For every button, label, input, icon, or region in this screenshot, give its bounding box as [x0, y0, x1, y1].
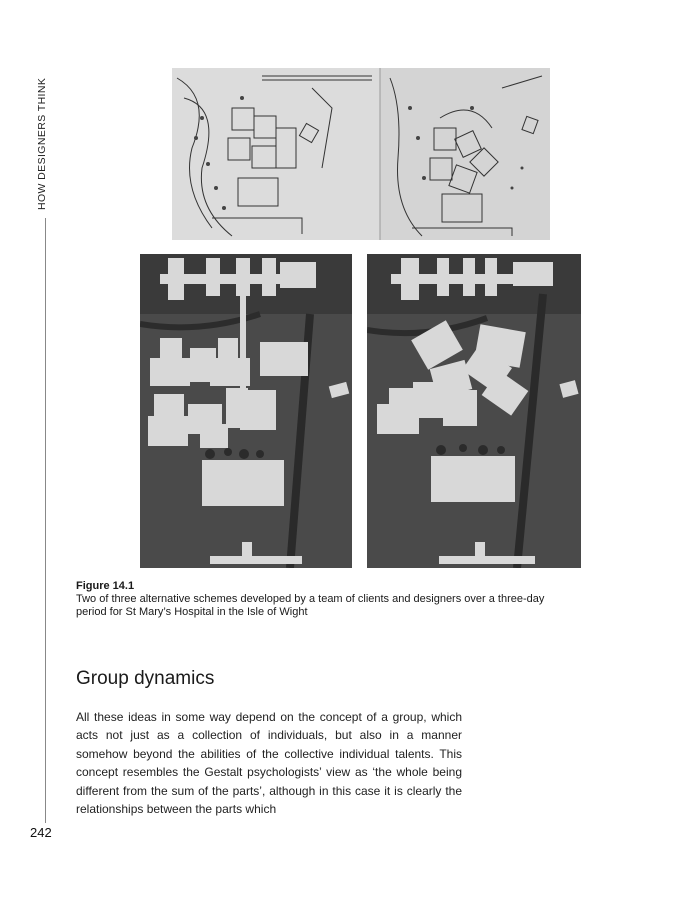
section-heading: Group dynamics	[76, 668, 215, 689]
figure-caption	[76, 580, 546, 619]
figure-caption-text: Two of three alternative schemes developed by a team of clients and designers over a three-day period for St Mary’s Hospital in the Isle of Wight	[76, 593, 545, 618]
body-paragraph: All these ideas in some way depend on the concept of a group, which acts not just as a collection of individuals, but also in a manner somehow beyond the abilities of the collective individual talents. This concept resembles the Gestalt psychologists’ view as ‘the whole being different from the sum of the parts’, although in this case it is clearly the relationships between the parts which	[76, 710, 462, 817]
figure-site-plans	[172, 68, 550, 240]
figure-label: Figure 14.1	[76, 580, 135, 592]
margin-rule	[45, 218, 46, 823]
page-number: 242	[30, 825, 52, 840]
running-head	[36, 70, 56, 210]
figure-model-scheme-left	[140, 254, 352, 568]
figure-model-scheme-right	[367, 254, 581, 568]
running-head-text: HOW DESIGNERS THINK	[36, 77, 48, 210]
